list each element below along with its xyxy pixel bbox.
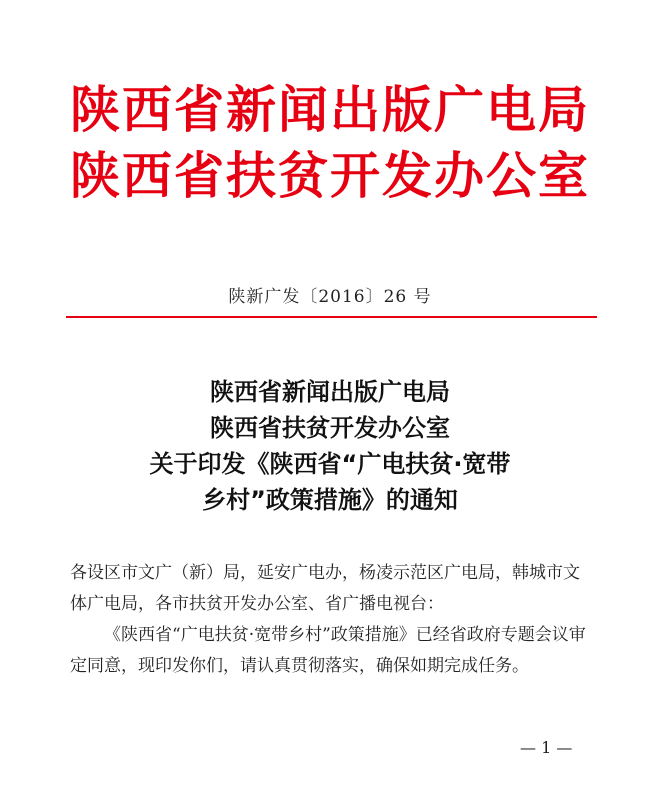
main-paragraph: 《陕西省“广电扶贫·宽带乡村”政策措施》已经省政府专题会议审定同意，现印发你们，请认真贯彻落实，确保如期完成任务。 (70, 625, 586, 676)
document-body (70, 558, 595, 682)
title-line-1: 陕西省新闻出版广电局 (210, 378, 450, 406)
title-line-2: 陕西省扶贫开发办公室 (210, 414, 450, 442)
issuer-name-press-bureau: 陕西省新闻出版广电局 (70, 80, 590, 139)
addressees-paragraph: 各设区市文广（新）局，延安广电办，杨凌示范区广电局，韩城市文体广电局，各市扶贫开发办公室、省广播电视台： (70, 563, 580, 614)
issuer-name-poverty-office: 陕西省扶贫开发办公室 (70, 146, 590, 205)
page-number: — 1 — (520, 738, 573, 757)
document-title (0, 374, 660, 518)
title-line-4: 乡村”政策措施》的通知 (202, 486, 458, 514)
document-number: 陕新广发〔2016〕26 号 (228, 287, 432, 307)
title-line-3: 关于印发《陕西省“广电扶贫·宽带 (149, 450, 511, 478)
red-divider-line (66, 316, 597, 318)
